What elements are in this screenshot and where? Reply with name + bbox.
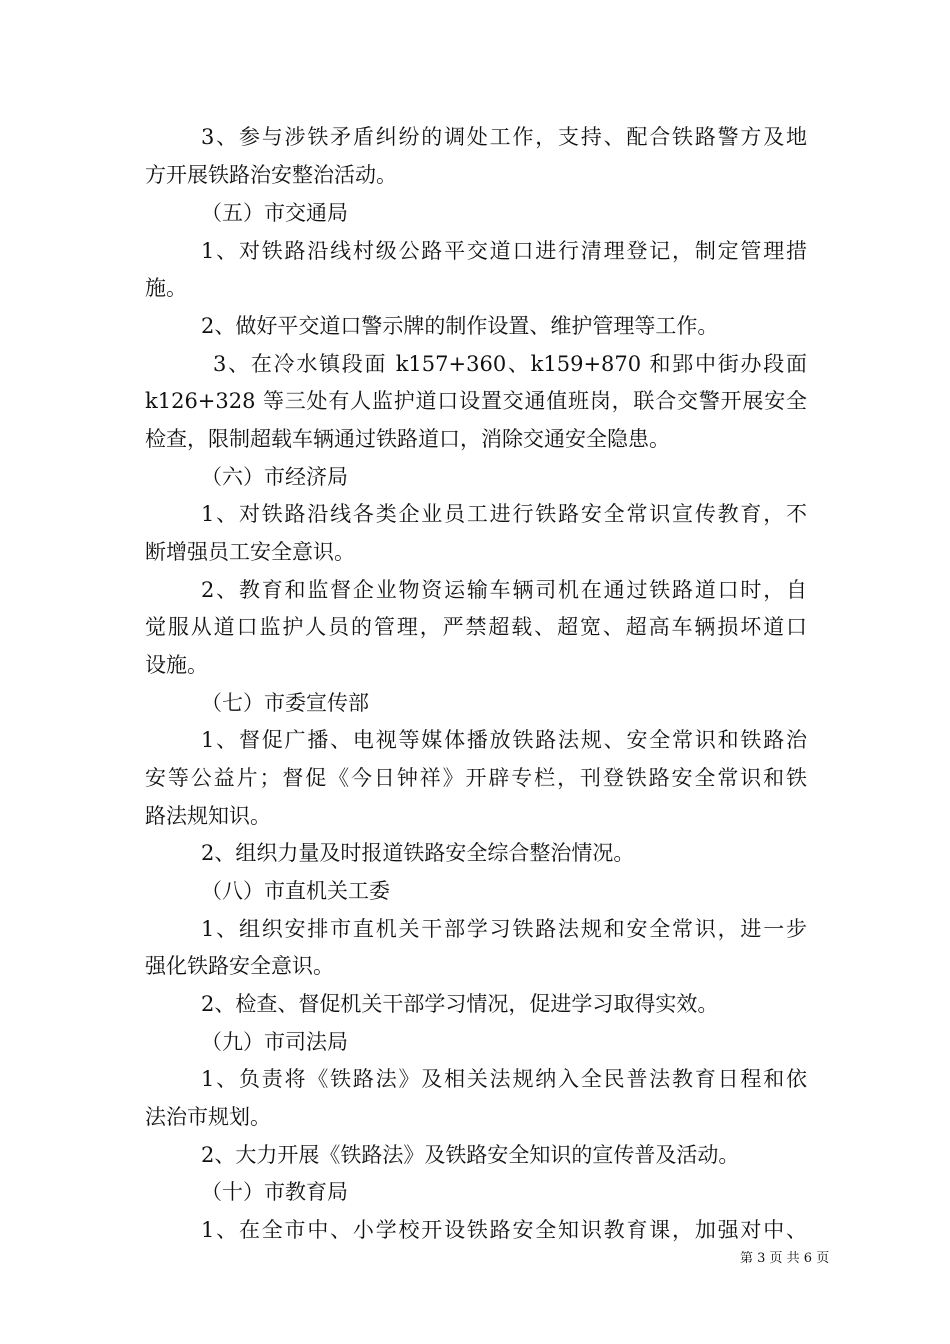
section-heading: （九）市司法局 [201, 1030, 348, 1054]
paragraph-line: 断增强员工安全意识。 [145, 540, 355, 564]
paragraph-line: 1、督促广播、电视等媒体播放铁路法规、安全常识和铁路治 [201, 728, 807, 752]
paragraph-line: 1、对铁路沿线村级公路平交道口进行清理登记，制定管理措 [201, 239, 807, 263]
paragraph-line: k126+328 等三处有人监护道口设置交通值班岗，联合交警开展安全 [145, 389, 807, 413]
section-heading: （八）市直机关工委 [201, 879, 390, 903]
section-heading: （十）市教育局 [201, 1180, 348, 1204]
section-heading: （七）市委宣传部 [201, 691, 369, 715]
section-heading: （五）市交通局 [201, 201, 348, 225]
paragraph-line: 法治市规划。 [145, 1105, 271, 1129]
page-number-footer: 第 3 页 共 6 页 [740, 1251, 830, 1266]
paragraph-line: 方开展铁路治安整治活动。 [145, 163, 397, 187]
paragraph-line: 2、教育和监督企业物资运输车辆司机在通过铁路道口时，自 [201, 578, 807, 602]
paragraph-line: 3、在冷水镇段面 k157+360、k159+870 和郢中街办段面 [213, 352, 807, 376]
paragraph-line: 觉服从道口监护人员的管理，严禁超载、超宽、超高车辆损坏道口 [145, 615, 807, 639]
paragraph-line: 1、负责将《铁路法》及相关法规纳入全民普法教育日程和依 [201, 1067, 807, 1091]
paragraph-line: 2、做好平交道口警示牌的制作设置、维护管理等工作。 [201, 314, 719, 338]
paragraph-line: 2、大力开展《铁路法》及铁路安全知识的宣传普及活动。 [201, 1143, 740, 1167]
paragraph-line: 1、在全市中、小学校开设铁路安全知识教育课，加强对中、 [201, 1218, 807, 1242]
section-heading: （六）市经济局 [201, 465, 348, 489]
paragraph-line: 强化铁路安全意识。 [145, 954, 334, 978]
paragraph-line: 2、检查、督促机关干部学习情况，促进学习取得实效。 [201, 992, 719, 1016]
paragraph-line: 1、组织安排市直机关干部学习铁路法规和安全常识，进一步 [201, 917, 807, 941]
paragraph-line: 检查，限制超载车辆通过铁路道口，消除交通安全隐患。 [145, 427, 670, 451]
paragraph-line: 设施。 [145, 653, 208, 677]
paragraph-line: 施。 [145, 276, 187, 300]
paragraph-line: 1、对铁路沿线各类企业员工进行铁路安全常识宣传教育，不 [201, 502, 807, 526]
paragraph-line: 安等公益片；督促《今日钟祥》开辟专栏，刊登铁路安全常识和铁 [145, 766, 807, 790]
paragraph-line: 3、参与涉铁矛盾纠纷的调处工作，支持、配合铁路警方及地 [201, 125, 807, 149]
paragraph-line: 2、组织力量及时报道铁路安全综合整治情况。 [201, 841, 635, 865]
paragraph-line: 路法规知识。 [145, 804, 271, 828]
